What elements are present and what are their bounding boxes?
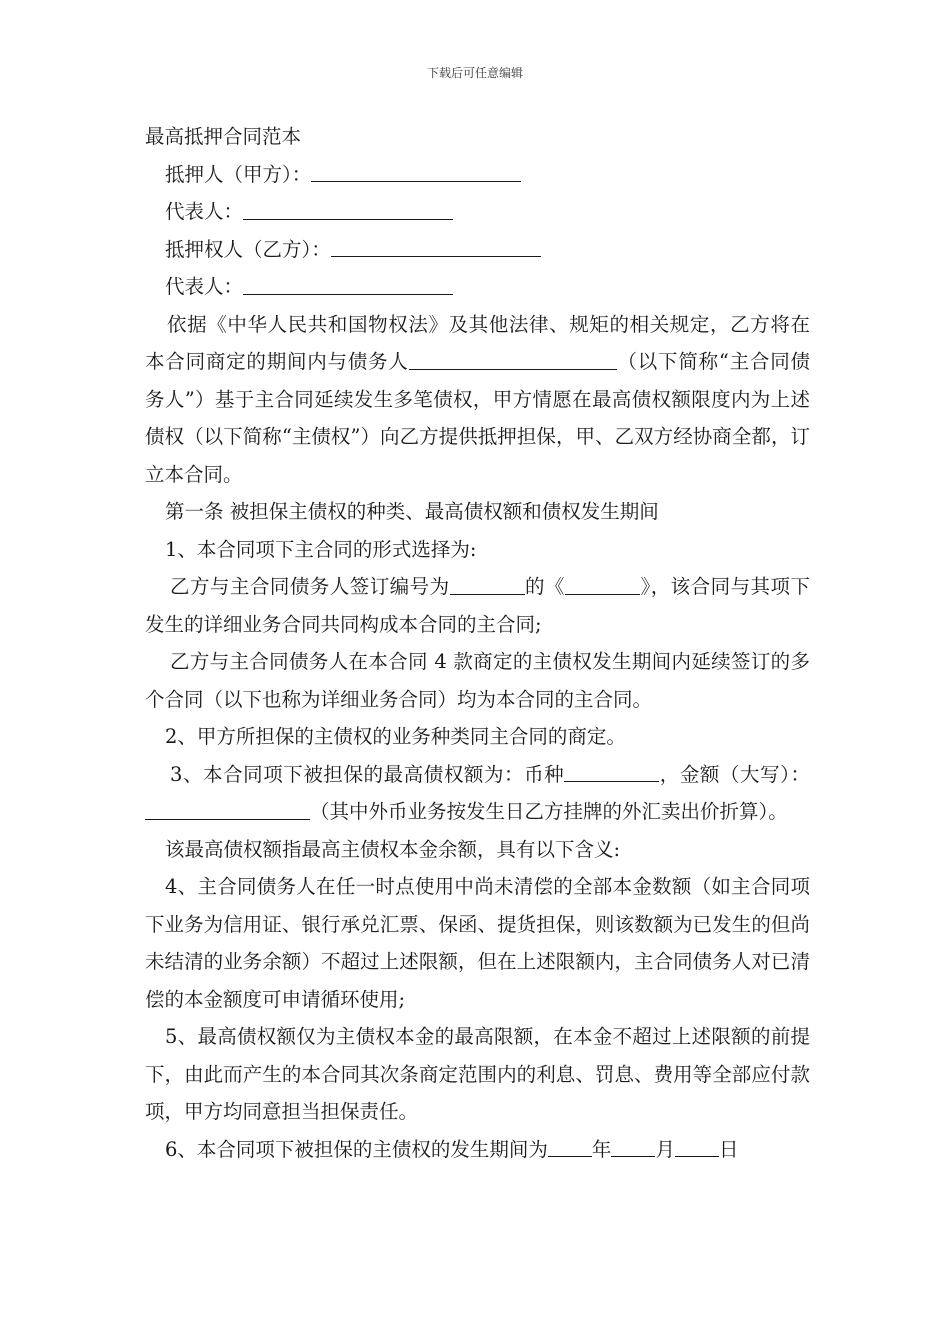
representative-label-1: 代表人： <box>165 200 244 223</box>
contract-name-blank[interactable] <box>565 573 640 594</box>
amount-blank[interactable] <box>145 798 310 819</box>
item-2: 2、甲方所担保的主债权的业务种类同主合同的商定。 <box>165 725 626 748</box>
item-6-text: 6、本合同项下被担保的主债权的发生期间为 <box>165 1137 548 1161</box>
representative-line-2 <box>145 268 810 306</box>
page-header: 下载后可任意编辑 <box>426 66 523 80</box>
contract-number-blank[interactable] <box>450 573 525 594</box>
month-blank[interactable] <box>611 1136 655 1157</box>
mortgagor-blank[interactable] <box>311 161 521 182</box>
mortgagee-label: 抵押权人（乙方）： <box>165 237 331 261</box>
item-4-paragraph <box>145 868 810 1018</box>
option-b-paragraph <box>145 643 810 718</box>
mortgagee-blank[interactable] <box>331 236 541 257</box>
year-blank[interactable] <box>548 1136 592 1157</box>
article-1-title: 第一条 被担保主债权的种类、最高债权额和债权发生期间 <box>165 500 659 523</box>
item-5-paragraph <box>145 1018 810 1131</box>
preamble-text-1: 依据《中华人民共和国物权法》及其他法律、规矩的相关规定，乙方将在本合同商定的期间内与债务人 <box>145 312 810 373</box>
item-1: 1、本合同项下主合同的形式选择为: <box>165 537 477 561</box>
month-label: 月 <box>655 1137 675 1161</box>
option-a-paragraph <box>145 568 810 643</box>
mortgagor-line <box>145 156 810 194</box>
representative-label-2: 代表人： <box>165 275 244 298</box>
preamble-paragraph <box>145 306 810 494</box>
option-a-text-1: 乙方与主合同债务人签订编号为 <box>170 575 450 598</box>
year-label: 年 <box>591 1137 612 1161</box>
option-a-text-3: 》，该合同与其项下发生的详细业务合同共同构成本合同的主合同; <box>145 575 810 636</box>
item-3-text-1: 3、本合同项下被担保的最高债权额为：币种 <box>170 762 565 786</box>
day-blank[interactable] <box>675 1136 719 1157</box>
item-3-text-3: （其中外币业务按发生日乙方挂牌的外汇卖出价折算）。 <box>310 800 788 823</box>
document-title: 最高抵押合同范本 <box>145 125 302 148</box>
item-3-text-2: ，金额（大写）： <box>659 762 810 786</box>
currency-blank[interactable] <box>564 761 659 782</box>
option-b-text: 乙方与主合同债务人在本合同 4 款商定的主债权发生期间内延续签订的多个合同（以下也称为详细业务合同）均为本合同的主合同。 <box>145 650 810 711</box>
item-5-text: 5、最高债权额仅为主债权本金的最高限额，在本金不超过上述限额的前提下，由此而产生的本合同其次条商定范围内的利息、罚息、费用等全部应付款项，甲方均同意担当担保责任。 <box>145 1025 810 1123</box>
item-4-text: 4、主合同债务人在任一时点使用中尚未清偿的全部本金数额（如主合同项下业务为信用证、银行承兑汇票、保函、提货担保，则该数额为已发生的但尚未结清的业务余额）不超过上述限额，但在上述限额内，主合同债务人对已清偿的本金额度可申请循环使用; <box>145 875 810 1011</box>
mortgagor-label: 抵押人（甲方）： <box>165 162 312 186</box>
representative-blank-1[interactable] <box>243 198 453 219</box>
representative-line-1 <box>145 193 810 231</box>
option-a-text-2: 的《 <box>524 575 565 598</box>
item-6-line <box>145 1131 810 1169</box>
meaning-intro: 该最高债权额指最高主债权本金余额，具有以下含义: <box>165 837 621 861</box>
item-3-paragraph <box>145 756 810 831</box>
contract-body <box>145 118 810 1168</box>
mortgagee-line <box>145 231 810 269</box>
day-label: 日 <box>718 1137 739 1161</box>
debtor-blank[interactable] <box>409 348 617 369</box>
representative-blank-2[interactable] <box>243 273 453 294</box>
preamble-text-2: （以下简称“主合同债务人”）基于主合同延续发生多笔债权，甲方情愿在最高债权额限度内为上述债权（以下简称“主债权”）向乙方提供抵押担保，甲、乙双方经协商全都，订立本合同。 <box>145 350 810 486</box>
